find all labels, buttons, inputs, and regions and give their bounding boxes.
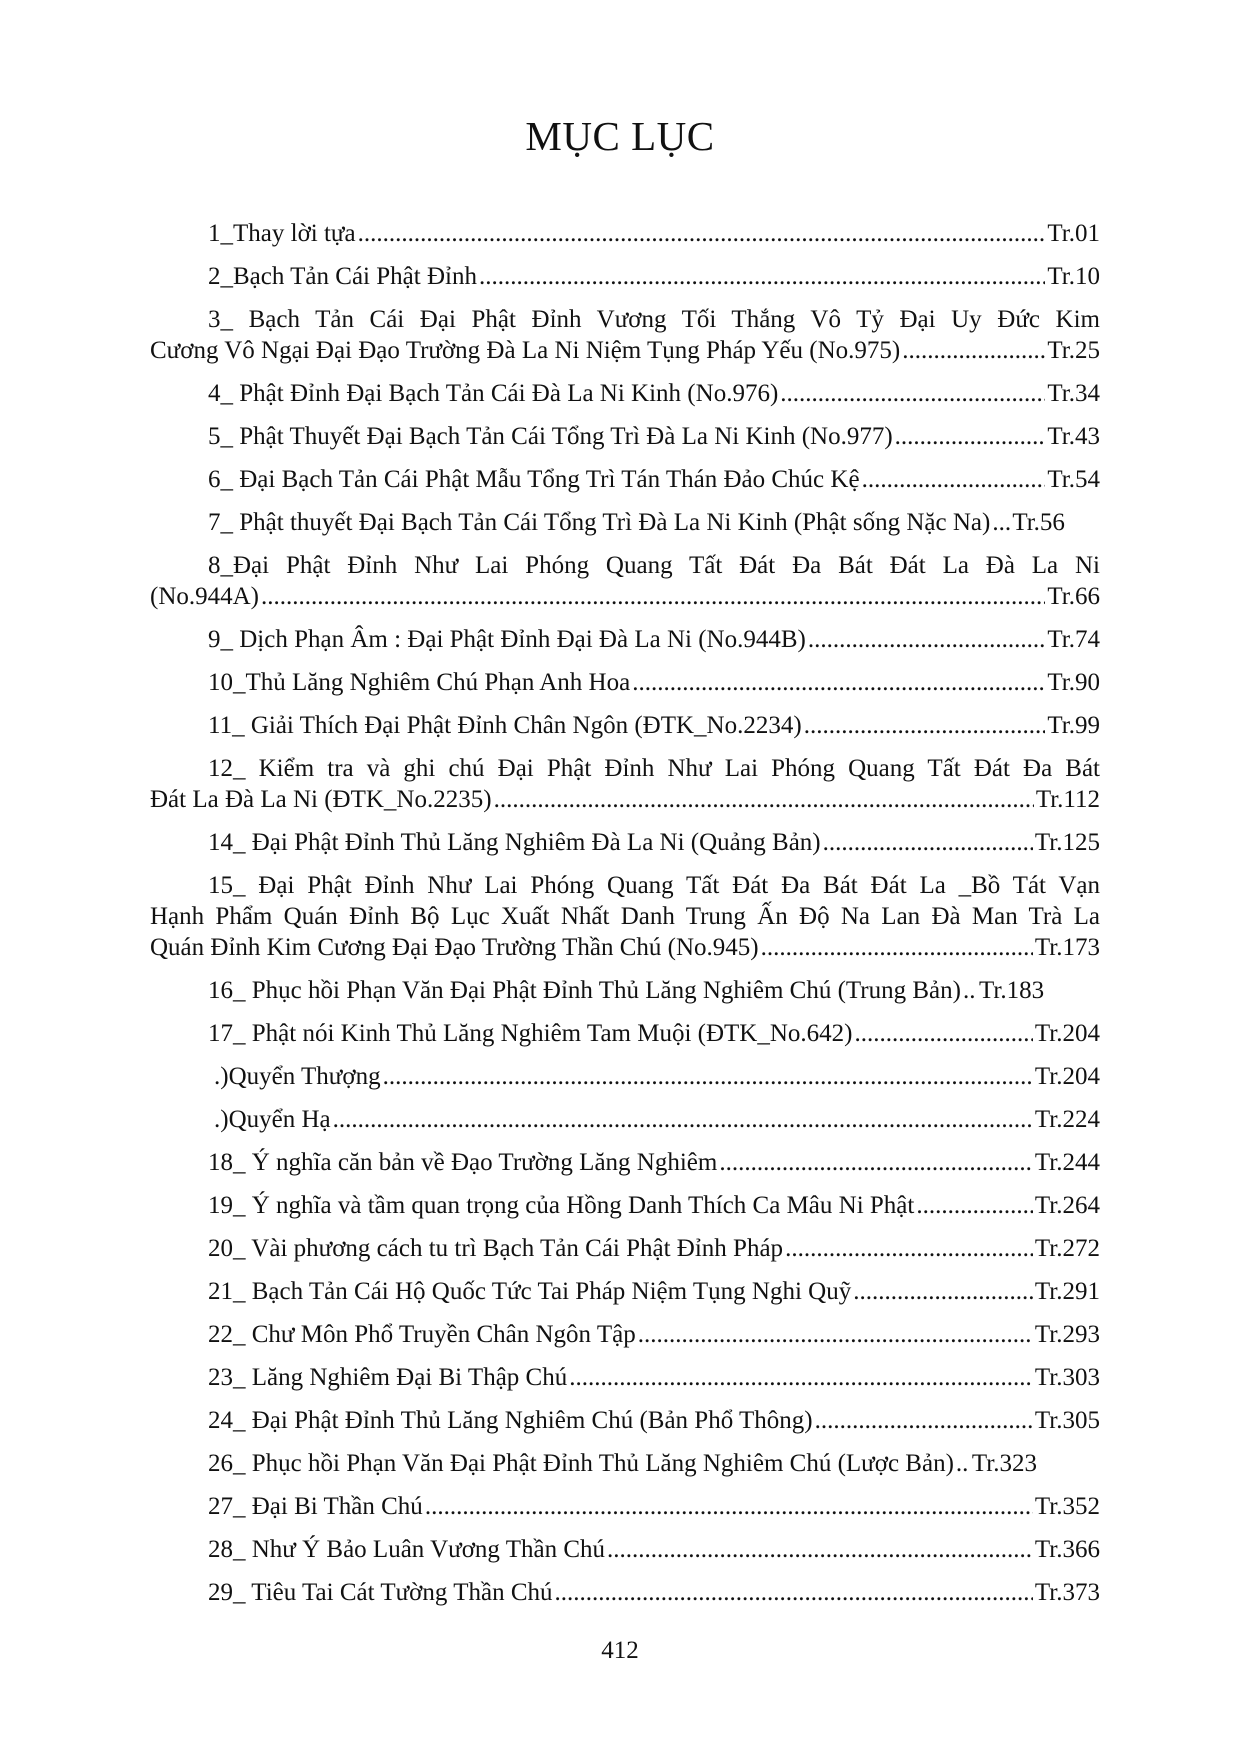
toc-entry-page: Tr.74 <box>1047 626 1100 653</box>
toc-entry-title: 11_ Giải Thích Đại Phật Đỉnh Chân Ngôn (ĐTK_No.2234) <box>208 712 802 739</box>
toc-entry-page: Tr.01 <box>1047 220 1100 247</box>
toc-entry-title: .)Quyển Thượng <box>214 1063 381 1090</box>
toc-entry-title: 6_ Đại Bạch Tản Cái Phật Mẫu Tổng Trì Tán Thán Đảo Chúc Kệ <box>208 466 860 493</box>
toc-leader-dots <box>895 421 1046 452</box>
toc-entry-title: 22_ Chư Môn Phổ Truyền Chân Ngôn Tập <box>208 1321 636 1348</box>
toc-leader-dots <box>855 1018 1033 1049</box>
table-of-contents <box>150 218 1100 1620</box>
toc-entry <box>150 1577 1100 1608</box>
toc-entry-title-line: 12_ Kiểm tra và ghi chú Đại Phật Đỉnh Như Lai Phóng Quang Tất Đát Đa Bát <box>208 755 1100 782</box>
toc-leader-dots <box>383 1061 1033 1092</box>
toc-entry-title-line: 8_Đại Phật Đỉnh Như Lai Phóng Quang Tất Đát Đa Bát Đát La Đà La Ni <box>208 552 1100 579</box>
toc-leader-dots <box>992 507 1010 538</box>
toc-entry-title-line: 3_ Bạch Tản Cái Đại Phật Đỉnh Vương Tối Thắng Vô Tỷ Đại Uy Đức Kim <box>208 306 1100 333</box>
toc-leader-dots <box>632 667 1045 698</box>
toc-entry-page: Tr.224 <box>1034 1106 1100 1133</box>
toc-entry-page: Tr.54 <box>1047 466 1100 493</box>
toc-leader-dots <box>607 1534 1033 1565</box>
page-title: MỤC LỤC <box>525 113 715 159</box>
toc-entry-page: Tr.366 <box>1034 1536 1100 1563</box>
toc-entry-page: Tr.90 <box>1047 669 1100 696</box>
toc-leader-dots <box>425 1491 1033 1522</box>
toc-entry <box>150 624 1100 655</box>
toc-leader-dots <box>761 932 1033 963</box>
toc-entry-page: Tr.244 <box>1034 1149 1100 1176</box>
toc-entry-title: Đát La Đà La Ni (ĐTK_No.2235) <box>150 786 492 813</box>
toc-entry <box>150 827 1100 858</box>
toc-entry-title: 5_ Phật Thuyết Đại Bạch Tản Cái Tổng Trì Đà La Ni Kinh (No.977) <box>208 423 893 450</box>
toc-entry-title: 17_ Phật nói Kinh Thủ Lăng Nghiêm Tam Muội (ĐTK_No.642) <box>208 1020 853 1047</box>
toc-entry-page: Tr.305 <box>1034 1407 1100 1434</box>
toc-entry <box>150 1104 1100 1135</box>
toc-entry-title-line: Hạnh Phẩm Quán Đỉnh Bộ Lục Xuất Nhất Danh Trung Ấn Độ Na Lan Đà Man Trà La <box>150 903 1100 930</box>
toc-entry-title: 4_ Phật Đỉnh Đại Bạch Tản Cái Đà La Ni Kinh (No.976) <box>208 380 779 407</box>
toc-entry-title: 10_Thủ Lăng Nghiêm Chú Phạn Anh Hoa <box>208 669 631 696</box>
toc-entry <box>150 378 1100 409</box>
toc-entry-title: 2_Bạch Tản Cái Phật Đỉnh <box>208 263 477 290</box>
toc-entry <box>150 975 1100 1006</box>
toc-entry <box>150 218 1100 249</box>
toc-entry <box>150 1061 1100 1092</box>
toc-entry <box>150 667 1100 698</box>
toc-entry-title: 18_ Ý nghĩa căn bản về Đạo Trường Lăng Nghiêm <box>208 1149 718 1176</box>
toc-entry-title: 14_ Đại Phật Đỉnh Thủ Lăng Nghiêm Đà La Ni (Quảng Bản) <box>208 829 821 856</box>
toc-entry <box>150 304 1100 366</box>
toc-entry-page: Tr.183 <box>978 977 1045 1004</box>
toc-leader-dots <box>719 1147 1033 1178</box>
toc-entry-title: Quán Đỉnh Kim Cương Đại Đạo Trường Thần Chú (No.945) <box>150 934 759 961</box>
toc-entry-page: Tr.43 <box>1047 423 1100 450</box>
toc-entry <box>150 550 1100 612</box>
toc-entry <box>150 1362 1100 1393</box>
toc-leader-dots <box>358 218 1046 249</box>
toc-entry-page: Tr.303 <box>1034 1364 1100 1391</box>
toc-entry <box>150 421 1100 452</box>
toc-entry-page: Tr.264 <box>1034 1192 1100 1219</box>
toc-entry-title: 20_ Vài phương cách tu trì Bạch Tản Cái Phật Đỉnh Pháp <box>208 1235 784 1262</box>
toc-entry-page: Tr.56 <box>1012 509 1065 536</box>
toc-entry-page: Tr.112 <box>1035 786 1100 813</box>
toc-entry-title: 23_ Lăng Nghiêm Đại Bi Thập Chú <box>208 1364 568 1391</box>
toc-entry <box>150 1448 1100 1479</box>
toc-entry-page: Tr.173 <box>1034 934 1100 961</box>
toc-leader-dots <box>780 378 1045 409</box>
toc-leader-dots <box>808 624 1046 655</box>
toc-entry-page: Tr.293 <box>1034 1321 1100 1348</box>
toc-leader-dots <box>916 1190 1033 1221</box>
toc-entry-page: Tr.204 <box>1034 1020 1100 1047</box>
toc-leader-dots <box>333 1104 1033 1135</box>
toc-entry-page: Tr.125 <box>1034 829 1100 856</box>
toc-entry <box>150 1319 1100 1350</box>
toc-entry <box>150 1534 1100 1565</box>
toc-entry-page: Tr.99 <box>1047 712 1100 739</box>
toc-entry <box>150 261 1100 292</box>
toc-entry <box>150 1018 1100 1049</box>
toc-entry-title: 29_ Tiêu Tai Cát Tường Thần Chú <box>208 1579 553 1606</box>
toc-entry-title: 7_ Phật thuyết Đại Bạch Tản Cái Tổng Trì Đà La Ni Kinh (Phật sống Nặc Na) <box>208 509 991 536</box>
toc-leader-dots <box>555 1577 1033 1608</box>
toc-leader-dots <box>815 1405 1033 1436</box>
toc-leader-dots <box>963 975 977 1006</box>
toc-leader-dots <box>569 1362 1033 1393</box>
toc-entry-page: Tr.323 <box>971 1450 1037 1477</box>
toc-entry-title: (No.944A) <box>150 583 260 610</box>
toc-leader-dots <box>853 1276 1033 1307</box>
toc-entry-title: 28_ Như Ý Bảo Luân Vương Thần Chú <box>208 1536 606 1563</box>
toc-entry <box>150 1190 1100 1221</box>
toc-entry-title: 19_ Ý nghĩa và tầm quan trọng của Hồng Danh Thích Ca Mâu Ni Phật <box>208 1192 915 1219</box>
toc-entry-title: Cương Vô Ngại Đại Đạo Trường Đà La Ni Niệm Tụng Pháp Yếu (No.975) <box>150 337 901 364</box>
toc-entry <box>150 1491 1100 1522</box>
toc-entry-page: Tr.272 <box>1034 1235 1100 1262</box>
toc-entry-title: 21_ Bạch Tản Cái Hộ Quốc Tức Tai Pháp Niệm Tụng Nghi Quỹ <box>208 1278 852 1305</box>
toc-entry <box>150 1405 1100 1436</box>
toc-entry-page: Tr.204 <box>1034 1063 1100 1090</box>
toc-entry-title: 1_Thay lời tựa <box>208 220 356 247</box>
toc-entry-title-line: 15_ Đại Phật Đỉnh Như Lai Phóng Quang Tất Đát Đa Bát Đát La _Bồ Tát Vạn <box>208 872 1100 899</box>
toc-leader-dots <box>823 827 1033 858</box>
toc-entry-page: Tr.34 <box>1047 380 1100 407</box>
toc-entry-page: Tr.352 <box>1034 1493 1100 1520</box>
page-number: 412 <box>601 1637 639 1664</box>
toc-entry-title: 27_ Đại Bi Thần Chú <box>208 1493 423 1520</box>
toc-leader-dots <box>862 464 1046 495</box>
toc-entry-title: 24_ Đại Phật Đỉnh Thủ Lăng Nghiêm Chú (Bản Phổ Thông) <box>208 1407 813 1434</box>
toc-entry-page: Tr.25 <box>1047 337 1100 364</box>
toc-leader-dots <box>494 784 1034 815</box>
toc-entry <box>150 753 1100 815</box>
toc-leader-dots <box>638 1319 1033 1350</box>
toc-leader-dots <box>261 581 1045 612</box>
toc-entry-page: Tr.10 <box>1047 263 1100 290</box>
toc-leader-dots <box>785 1233 1033 1264</box>
toc-entry-page: Tr.373 <box>1034 1579 1100 1606</box>
toc-entry-page: Tr.66 <box>1047 583 1100 610</box>
toc-entry <box>150 464 1100 495</box>
toc-entry-title: 16_ Phục hồi Phạn Văn Đại Phật Đỉnh Thủ Lăng Nghiêm Chú (Trung Bản) <box>208 977 961 1004</box>
toc-entry <box>150 1276 1100 1307</box>
toc-entry-title: 26_ Phục hồi Phạn Văn Đại Phật Đỉnh Thủ Lăng Nghiêm Chú (Lược Bản) <box>208 1450 954 1477</box>
toc-leader-dots <box>479 261 1045 292</box>
toc-entry-title: 9_ Dịch Phạn Âm : Đại Phật Đỉnh Đại Đà La Ni (No.944B) <box>208 626 806 653</box>
toc-entry <box>150 507 1100 538</box>
toc-leader-dots <box>956 1448 970 1479</box>
toc-entry <box>150 710 1100 741</box>
toc-entry <box>150 1233 1100 1264</box>
toc-leader-dots <box>804 710 1046 741</box>
toc-entry <box>150 1147 1100 1178</box>
toc-leader-dots <box>902 335 1045 366</box>
toc-entry <box>150 870 1100 963</box>
toc-entry-page: Tr.291 <box>1034 1278 1100 1305</box>
toc-entry-title: .)Quyển Hạ <box>214 1106 331 1133</box>
